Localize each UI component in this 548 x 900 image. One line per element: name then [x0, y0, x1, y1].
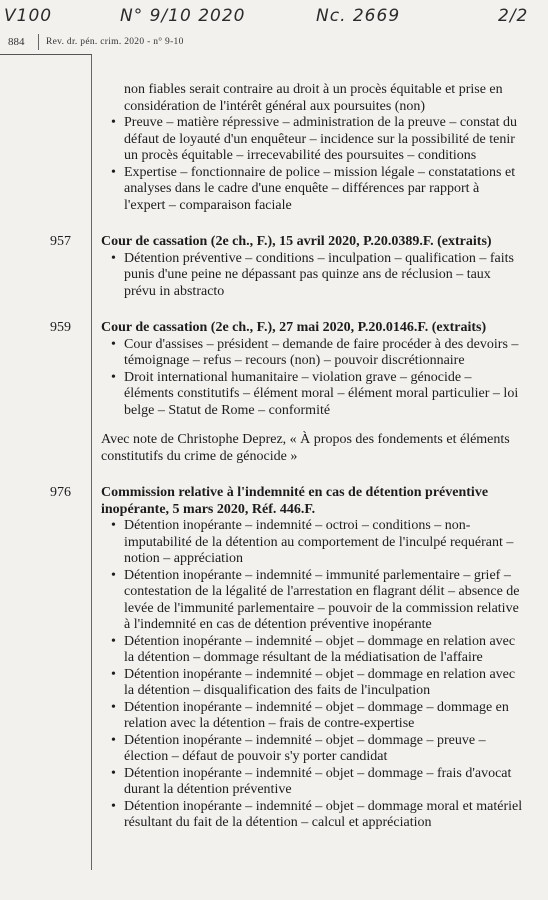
- entry-number: 976: [50, 485, 71, 500]
- entry-title: Commission relative à l'indemnité en cas de détention préventive inopérante, 5 mars 2020, Réf. 446.F.: [101, 485, 489, 517]
- keyword-item: • Détention inopérante – indemnité – objet – dommage – frais d'avocat durant la détention préventive: [101, 766, 524, 799]
- handwritten-note-3: Nc. 2669: [316, 6, 401, 26]
- continued-text: non fiables serait contraire au droit à un procès équitable et prise en considération de l'intérêt général aux poursuites (non): [124, 82, 503, 114]
- handwritten-note-1: V100: [4, 6, 53, 26]
- entry-976: [0, 485, 548, 832]
- keyword-item: • Détention inopérante – indemnité – objet – dommage moral et matériel résultant du fait de la détention – calcul et appréciation: [101, 799, 524, 832]
- header-divider: [38, 34, 39, 50]
- keyword-item: • Détention inopérante – indemnité – objet – dommage – dommage en relation avec la détention – frais de contre-expertise: [101, 700, 524, 733]
- keyword-item: • Détention inopérante – indemnité – objet – dommage en relation avec la détention – dommage résultant de la médiatisation de l'affaire: [101, 634, 524, 667]
- keyword-item: • Preuve – matière répressive – administration de la preuve – constat du défaut de loyauté d'un enquêteur – incidence sur la possibilité de tenir un procès équitable – irrecevabilité des poursuites – conditions: [101, 115, 524, 165]
- commentary-note: Avec note de Christophe Deprez, « À propos des fondements et éléments constitutifs du crime de génocide »: [101, 432, 510, 464]
- entry-959: [0, 320, 548, 465]
- journal-reference: Rev. dr. pén. crim. 2020 - n° 9-10: [46, 37, 184, 47]
- keyword-item: • Droit international humanitaire – violation grave – génocide – éléments constitutifs – élément moral – élément moral particulier – loi belge – Statut de Rome – conformité: [101, 370, 524, 420]
- continued-entry: [0, 82, 548, 214]
- entry-957: [0, 234, 548, 300]
- handwritten-note-2: N° 9/10 2020: [120, 6, 246, 26]
- entry-number: 959: [50, 320, 71, 335]
- header-rule: [0, 54, 92, 55]
- running-header: [8, 36, 528, 52]
- page-number: 884: [8, 36, 25, 48]
- keyword-item: • Cour d'assises – président – demande de faire procéder à des devoirs – témoignage – refus – recours (non) – pouvoir discrétionnaire: [101, 337, 524, 370]
- entry-number: 957: [50, 234, 71, 249]
- entry-title: Cour de cassation (2e ch., F.), 27 mai 2020, P.20.0146.F. (extraits): [101, 320, 487, 335]
- keyword-item: • Détention préventive – conditions – inculpation – qualification – faits punis d'une peine ne dépassant pas quinze ans de réclusion – taux prévu in abstracto: [101, 251, 524, 301]
- keyword-list: [101, 115, 524, 214]
- keyword-list: [101, 251, 524, 301]
- keyword-item: • Détention inopérante – indemnité – objet – dommage en relation avec la détention – disqualification des faits de l'inculpation: [101, 667, 524, 700]
- keyword-list: [101, 337, 524, 420]
- page-content: [0, 82, 548, 832]
- keyword-item: • Détention inopérante – indemnité – objet – dommage – preuve – élection – défaut de pouvoir s'y porter candidat: [101, 733, 524, 766]
- handwritten-annotation: [4, 2, 544, 26]
- keyword-item: • Expertise – fonctionnaire de police – mission légale – constatations et analyses dans le cadre d'une enquête – différences par rapport à l'expert – comparaison faciale: [101, 165, 524, 215]
- keyword-list: [101, 518, 524, 832]
- handwritten-page-count: 2/2: [498, 6, 529, 26]
- entry-title: Cour de cassation (2e ch., F.), 15 avril 2020, P.20.0389.F. (extraits): [101, 234, 492, 249]
- keyword-item: • Détention inopérante – indemnité – immunité parlementaire – grief – contestation de la légalité de l'arrestation en flagrant délit – absence de levée de l'immunité parlementaire – pouvoir de la commission relative à l'indemnité en cas de détention préventive inopérante: [101, 568, 524, 634]
- keyword-item: • Détention inopérante – indemnité – octroi – conditions – non-imputabilité de la détention au comportement de l'inculpé requérant – notion – appréciation: [101, 518, 524, 568]
